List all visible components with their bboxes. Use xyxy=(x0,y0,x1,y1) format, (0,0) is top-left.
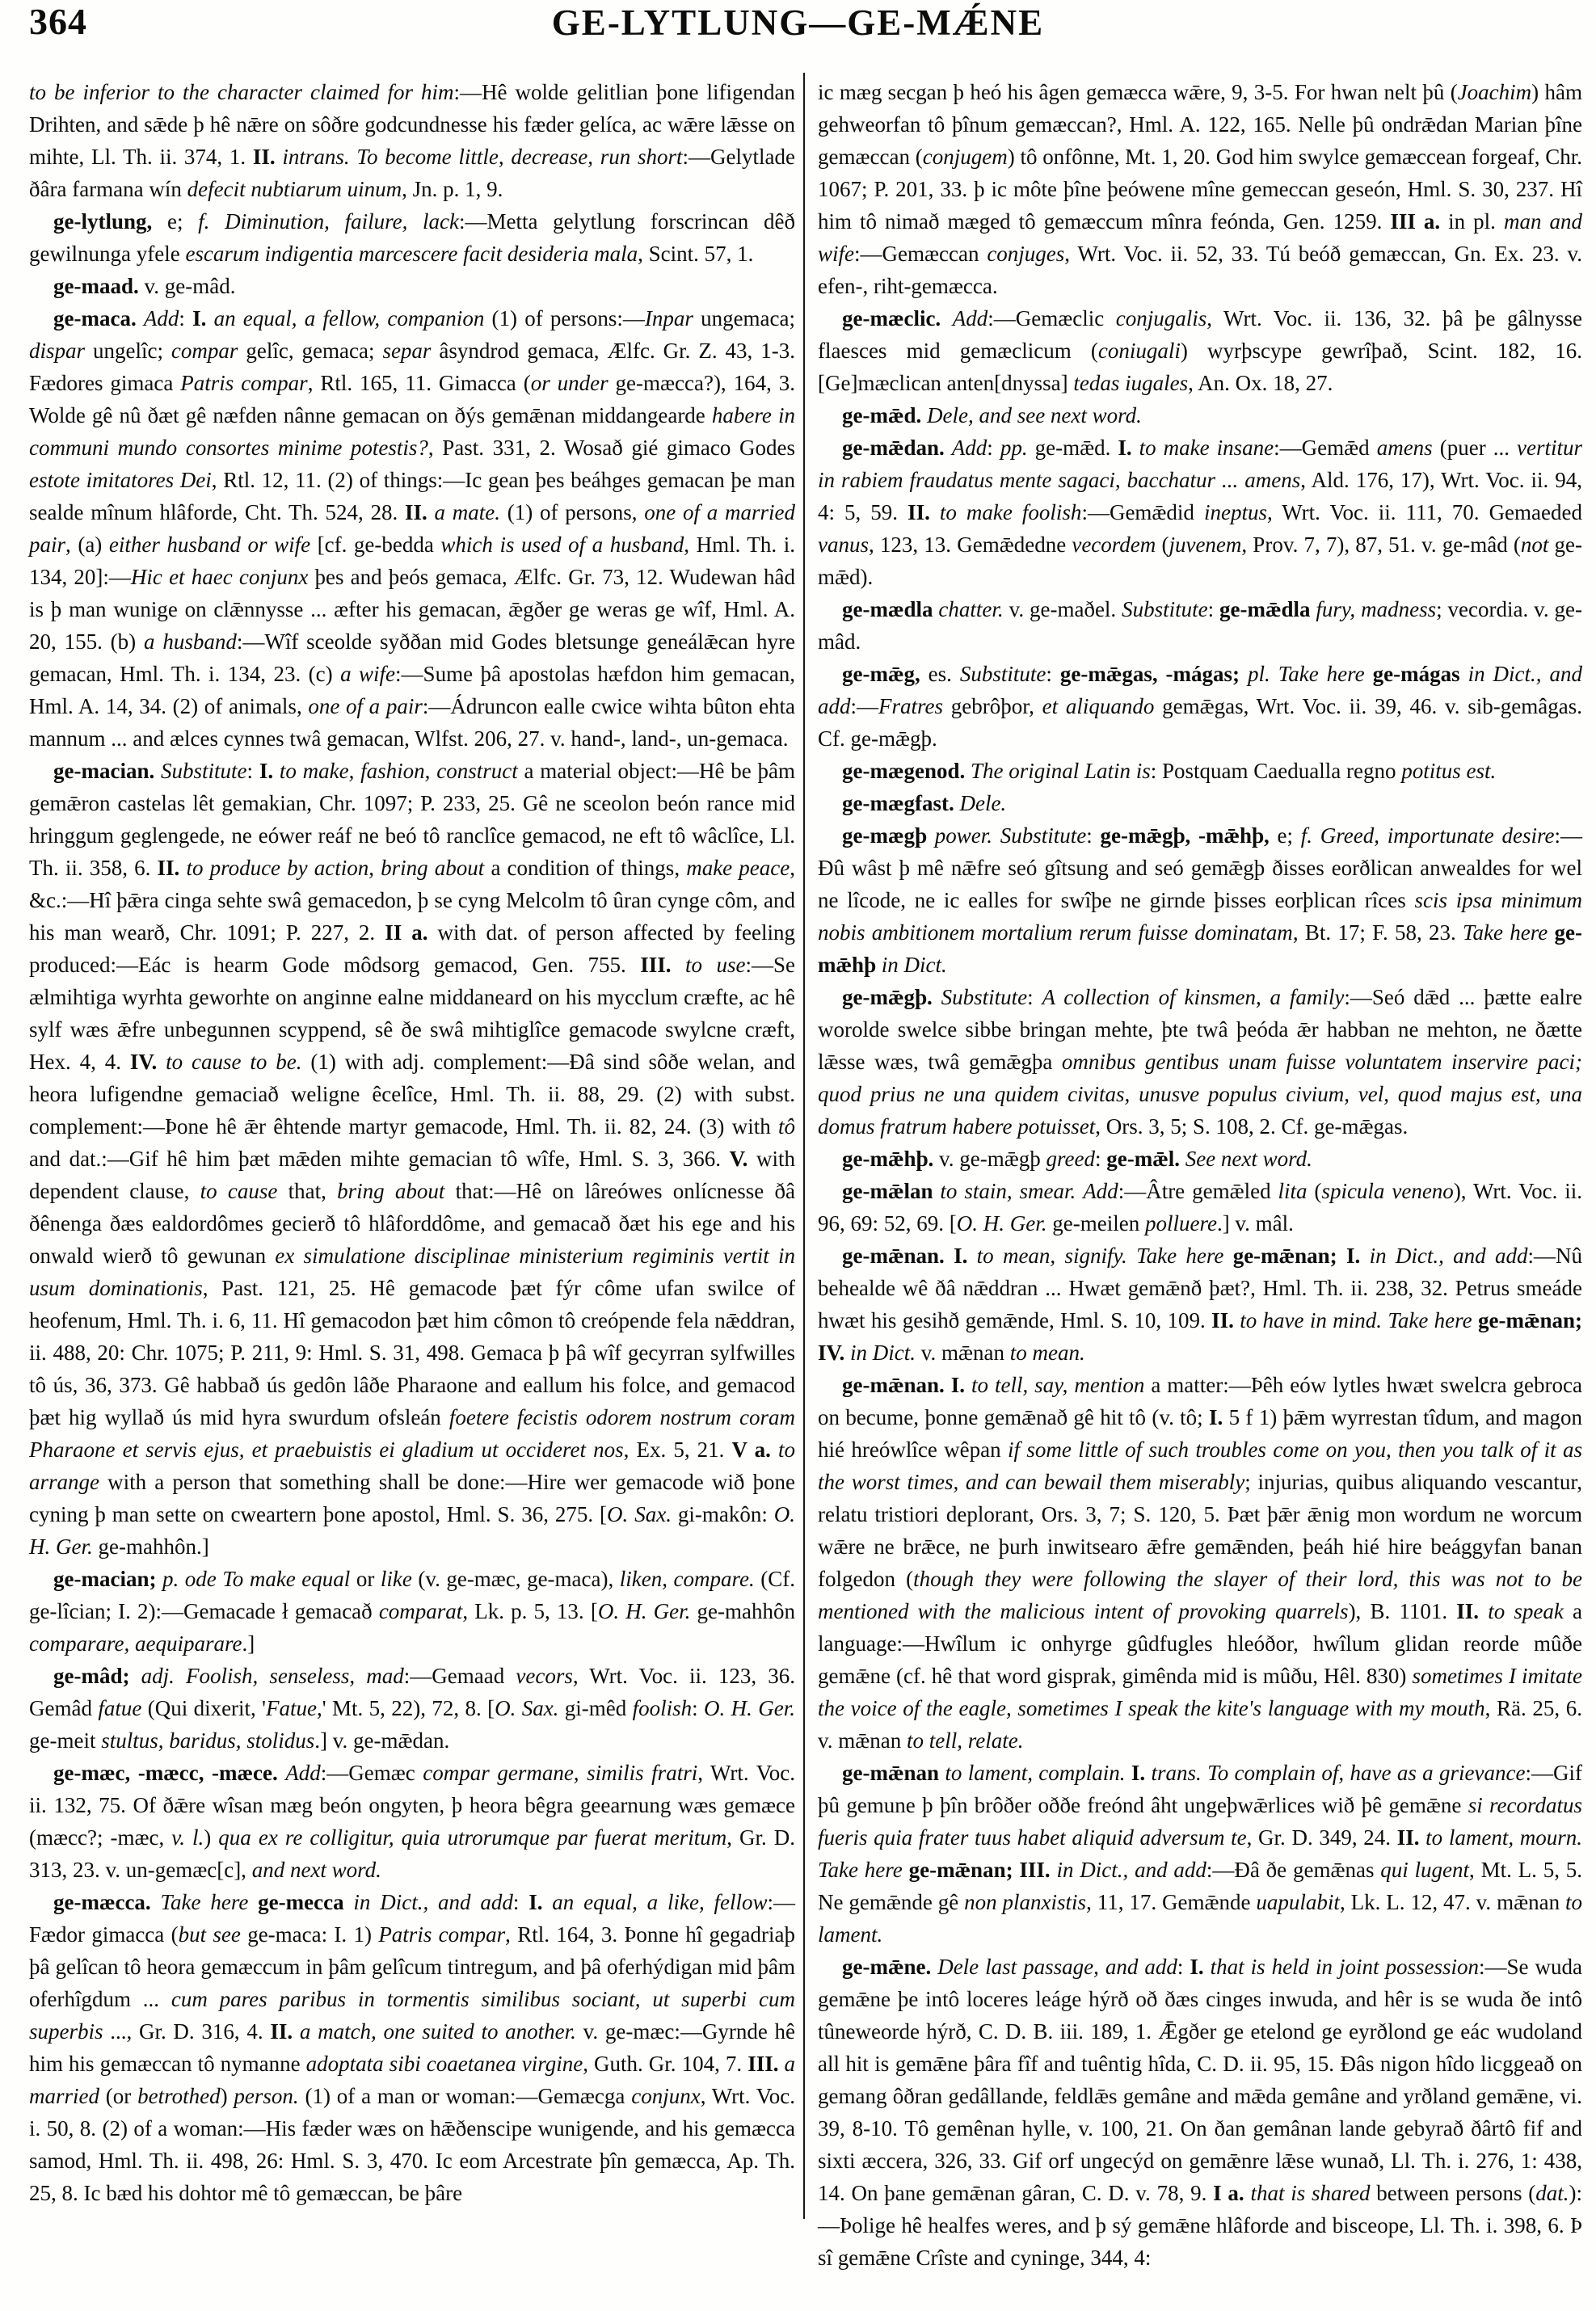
left-column xyxy=(29,76,795,2209)
dictionary-entry: ge-mǣne. Dele last passage, and add: I. that is held in joint possession:—Se wuda gemǣne þe intô loceres leáge hýrð oð ðæs cinges inwuda, and hêr is se wuda ðe intô tûneweorde hýrð, C. D. B. iii. 189, 1. Ǣgðer ge etelond ge eyrðlond ge eác wudoland all hit is gemǣne þâra fîf and tuêntig hîda, C. D. ii. 95, 15. Ðâs nigon hîdo licggeað on gemang ôðran gedâllande, feldlǣs gemâne and mǣda gemâne and yrðland gemǣne, vi. 39, 8-10. Tô gemênan hylle, v. 100, 21. On ðan gemânan lande gebyrað ðârtô fif and sixti æccera, 326, 33. Gif orf ungecýd on gemǣnre lǣse wunað, Ll. Th. i. 276, 1: 438, 14. On þane gemǣnan gâran, C. D. v. 78, 9. I a. that is shared between persons (dat.):—Þolige hê healfes weres, and þ sý gemǣne hlâforde and bisceope, Ll. Th. i. 398, 6. Þ sî gemǣne Crîste and cyninge, 344, 4: xyxy=(818,1955,1583,2270)
dictionary-entry: ge-macian; p. ode To make equal or like (v. ge-mæc, ge-maca), liken, compare. (Cf. ge-lîcian; I. 2):—Gemacade ł gemacað comparat, Lk. p. 5, 13. [O. H. Ger. ge-mahhôn comparare, aequiparare.] xyxy=(29,1567,796,1656)
dictionary-entry: ge-mægþ power. Substitute: ge-mǣgþ, -mǣhþ, e; f. Greed, importunate desire:—Ðû wâst þ mê nǣfre seó gîtsung and seó gemǣgþ ðisses eorðlican anwealdes for wel ne lîcode, ne ic ealles for swîþe ne girnde þisses eorþlican rîces scis ipsa minimum nobis ambitionem mortalium rerum fuisse dominatam, Bt. 17; F. 58, 23. Take here ge-mǣhþ in Dict. xyxy=(818,823,1583,977)
dictionary-entry: ge-lytlung, e; f. Diminution, failure, lack:—Metta gelytlung forscrincan dêð gewilnunga yfele escarum indigentia marcescere facit desideria mala, Scint. 57, 1. xyxy=(29,209,795,266)
dictionary-entry: ge-macian. Substitute: I. to make, fashion, construct a material object:—Hê be þâm gemǣron castelas lêt gemakian, Chr. 1097; P. 233, 25. Gê ne sceolon beón rance mid hringgum geglengede, ne eówer reáf ne beó tô ranclîce gemacod, ne eft tô wâclîce, Ll. Th. ii. 358, 6. II. to produce by action, bring about a condition of things, make peace, &c.:—Hî þǣra cinga sehte swâ gemacedon, þ se cyng Melcolm tô ûran cynge côm, and his man wearð, Chr. 1091; P. 227, 2. II a. with dat. of person affected by feeling produced:—Eác is hearm Gode môdsorg gemacod, Gen. 755. III. to use:—Se ælmihtiga wyrhta geworhte on anginne ealne middaneard on his mycclum cræfte, ac hê sylf wæs ǣfre unbegunnen scyppend, sê ðe swâ mihtiglîce gemacode swylcne cræft, Hex. 4, 4. IV. to cause to be. (1) with adj. complement:—Ðâ sind sôðe welan, and heora lufigendne gemaciað weligne êcelîce, Hml. Th. ii. 88, 29. (2) with subst. complement:—Þone hê ǣr êhtende martyr gemacode, Hml. Th. ii. 82, 24. (3) with tô and dat.:—Gif hê him þæt mǣden mihte gemacian tô wîfe, Hml. S. 3, 366. V. with dependent clause, to cause that, bring about that:—Hê on lâreówes onlícnesse ðâ ðênenga ðæs ealdordômes gecierð tô hlâforddôme, and gemacað ðæt his ege and his onwald wierð tô gewunan ex simulatione disciplinae ministerium regiminis vertit in usum dominationis, Past. 121, 25. Hê gemacode þæt fýr côme ufan swilce of heofenum, Hml. Th. i. 6, 11. Hî gemacodon þæt him cômon tô creópende fela nǣddran, ii. 488, 20: Chr. 1075; P. 211, 9: Hml. S. 31, 498. Gemaca þ þâ wîf gecyrran sylfwilles tô ús, 36, 373. Gê habbað ús gedôn lâðe Pharaone and eallum his folce, and gemacod þæt hig wyllað ús mid hyra swurdum ofsleán foetere fecistis odorem nostrum coram Pharaone et servis ejus, et praebuistis ei gladium ut occideret nos, Ex. 5, 21. V a. to arrange with a person that something shall be done:—Hire wer gemacode wið þone cyning þ man sette on cweartern þone apostol, Hml. S. 36, 275. [O. Sax. gi-makôn: O. H. Ger. ge-mahhôn.] xyxy=(29,759,796,1559)
dictionary-entry: ge-maca. Add: I. an equal, a fellow, companion (1) of persons:—Inpar ungemaca; dispar ungelîc; compar gelîc, gemaca; separ âsyndrod gemaca, Ælfc. Gr. Z. 43, 1-3. Fædores gimaca Patris compar, Rtl. 165, 11. Gimacca (or under ge-mæcca?), 164, 3. Wolde gê nû ðæt gê næfden nânne gemacan on ðýs gemǣnan middangearde habere in communi mundo consortes minime potestis?, Past. 331, 2. Wosað gié gimaco Godes estote imitatores Dei, Rtl. 12, 11. (2) of things:—Ic gean þes beáhges gemacan þe man sealde mînum hlâforde, Cht. Th. 524, 28. II. a mate. (1) of persons, one of a married pair, (a) either husband or wife [cf. ge-bedda which is used of a husband, Hml. Th. i. 134, 20]:—Hic et haec conjunx þes and þeós gemaca, Ælfc. Gr. 73, 12. Wudewan hâd is þ man wunige on clǣnnysse ... æfter his gemacan, ǣgðer ge weras ge wîf, Hml. A. 20, 155. (b) a husband:—Wîf sceolde syððan mid Godes bletsunge geneálǣcan hyre gemacan, Hml. Th. i. 134, 23. (c) a wife:—Sume þâ apostolas hæfdon him gemacan, Hml. A. 14, 34. (2) of animals, one of a pair:—Ádruncon ealle cwice wihta bûton ehta mannum ... and ælces cynnes twâ gemacan, Wlfst. 206, 27. v. hand-, land-, un-gemaca. xyxy=(29,306,796,751)
dictionary-entry: ge-mǣgþ. Substitute: A collection of kinsmen, a family:—Seó dǣd ... þætte ealre worolde swelce sibbe bringan mehte, þte twâ þeóda ǣr habban ne mehton, ne ðætte lǣsse wæs, twâ gemǣgþa omnibus gentibus unam fuisse voluntatem inservire paci; quod prius ne una quidem civitas, unusve populus civium, vel, quod majus est, una domus fratrum habere potuisset, Ors. 3, 5; S. 108, 2. Cf. ge-mǣgas. xyxy=(818,985,1582,1139)
running-title: GE-LYTLUNG—GE-MǼNE xyxy=(551,2,1045,43)
column-divider xyxy=(803,73,805,2219)
entry-continuation: to be inferior to the character claimed for him:—Hê wolde gelitlian þone lifigendan Drihten, and sǣde þ hê nǣre on sôðre godcundnesse his fæder gelíca, ac wǣre lǣsse on mihte, Ll. Th. ii. 374, 1. II. intrans. To become little, decrease, run short:—Gelytlade ðâra farmana wín defecit nubtiarum uinum, Jn. p. 1, 9. xyxy=(29,80,795,201)
dictionary-entry: ge-mǣg, es. Substitute: ge-mǣgas, -mágas; pl. Take here ge-mágas in Dict., and add:—Fratres gebrôþor, et aliquando gemǣgas, Wrt. Voc. ii. 39, 46. v. sib-gemâgas. Cf. ge-mǣgþ. xyxy=(818,662,1583,751)
dictionary-entry: ge-mǣnan. I. to tell, say, mention a matter:—Þêh eów lytles hwæt swelcra gebroca on becume, þonne gemǣnað gê hit tô (v. tô; I. 5 f 1) þǣm wyrrestan tîdum, and magon hié hreówlîce wêpan if some little of such troubles come on you, then you talk of it as the worst times, and can bewail them miserably; injurias, quibus aliquando vescantur, relatu tristiori deplorant, Ors. 3, 7; S. 120, 5. Þæt þǣr ǣnig mon wordum ne worcum wǣre ne brǣce, ne þurh inwitsearo ǣfre gemǣnden, þeáh hié hire beággyfan banan folgedon (though they were following the slayer of their lord, this was not to be mentioned with the malicious intent of provoking quarrels), B. 1101. II. to speak a language:—Hwîlum ic onhyrge gûdfugles hleóðor, hwîlum glidan reorde mûðe gemǣne (cf. hê that word gisprak, gimênda mid is mûðu, Hêl. 830) sometimes I imitate the voice of the eagle, sometimes I speak the kite's language with my mouth, Rä. 25, 6. v. mǣnan to tell, relate. xyxy=(818,1373,1583,1753)
dictionary-entry: ge-mæc, -mæcc, -mæce. Add:—Gemæc compar germane, similis fratri, Wrt. Voc. ii. 132, 75. Of ðǣre wîsan mæg beón ongyten, þ heora bêgra geearnung wæs gemæce (mæcc?; -mæc, v. l.) qua ex re colligitur, quia utrorumque par fuerat meritum, Gr. D. 313, 23. v. un-gemæc[c], and next word. xyxy=(29,1761,796,1882)
dictionary-entry: ge-mǣnan. I. to mean, signify. Take here ge-mǣnan; I. in Dict., and add:—Nû behealde wê ðâ nǣddran ... Hwæt gemǣnð þæt?, Hml. Th. ii. 238, 32. Petrus smeáde hwæt his gesihð gemǣnde, Hml. S. 10, 109. II. to have in mind. Take here ge-mǣnan; IV. in Dict. v. mǣnan to mean. xyxy=(818,1244,1583,1365)
dictionary-entry: ge-mǣnan to lament, complain. I. trans. To complain of, have as a grievance:—Gif þû gemune þ þîn brôðer oððe freónd âht ungeþwǣrlices wið þê gemǣne si recordatus fueris quia frater tuus habet aliquid adversum te, Gr. D. 349, 24. II. to lament, mourn. Take here ge-mǣnan; III. in Dict., and add:—Ðâ ðe gemǣnas qui lugent, Mt. L. 5, 5. Ne gemǣnde gê non planxistis, 11, 17. Gemǣnde uapulabit, Lk. L. 12, 47. v. mǣnan to lament. xyxy=(818,1761,1583,1947)
dictionary-entry: ge-mæcca. Take here ge-mecca in Dict., and add: I. an equal, a like, fellow:—Fædor gimacca (but see ge-maca: I. 1) Patris compar, Rtl. 164, 3. Þonne hî gegadriaþ þâ gelîcan tô heora gemæccum in þâm gelîcum tintregum, and þâ oferhýdigan mid þâm oferhîgdum ... cum pares paribus in tormentis similibus sociant, ut superbi cum superbis ..., Gr. D. 316, 4. II. a match, one suited to another. v. ge-mæc:—Gyrnde hê him his gemæccan tô nymanne adoptata sibi coaetanea virgine, Guth. Gr. 104, 7. III. a married (or betrothed) person. (1) of a man or woman:—Gemæcga conjunx, Wrt. Voc. i. 50, 8. (2) of a woman:—His fæder wæs on hǣðenscipe wunigende, and his gemæcca samod, Hml. Th. ii. 498, 26: Hml. S. 3, 470. Ic eom Arcestrate þîn gemæcca, Ap. Th. 25, 8. Ic bæd his dohtor mê tô gemæccan, be þâre xyxy=(29,1890,796,2205)
dictionary-entry: ge-mâd; adj. Foolish, senseless, mad:—Gemaad vecors, Wrt. Voc. ii. 123, 36. Gemâd fatue (Qui dixerit, 'Fatue,' Mt. 5, 22), 72, 8. [O. Sax. gi-mêd foolish: O. H. Ger. ge-meit stultus, baridus, stolidus.] v. ge-mǣdan. xyxy=(29,1664,796,1753)
dictionary-entry: ge-mægenod. The original Latin is: Postquam Caedualla regno potitus est. xyxy=(842,759,1497,783)
entry-continuation: ic mæg secgan þ heó his âgen gemæcca wǣre, 9, 3-5. For hwan nelt þû (Joachim) hâm gehweorfan tô þînum gemæccan?, Hml. A. 122, 165. Nelle þû ondrǣdan Marian þîne gemæccan (conjugem) tô onfônne, Mt. 1, 20. God him swylce gemæccean forgeaf, Chr. 1067; P. 201, 33. þ ic môte þîne þeówene mîne gemeccan geseón, Hml. S. 30, 237. Hî him tô nimað mæged tô gemæccum mînra feónda, Gen. 1259. III a. in pl. man and wife:—Gemæccan conjuges, Wrt. Voc. ii. 52, 33. Tú beóð gemæccan, Gn. Ex. 23. v. efen-, riht-gemæcca. xyxy=(818,80,1582,298)
dictionary-entry: ge-mǣd. Dele, and see next word. xyxy=(842,403,1142,427)
dictionary-entry: ge-mǣhþ. v. ge-mǣgþ greed: ge-mǣl. See next word. xyxy=(842,1147,1312,1171)
dictionary-entry: ge-maad. v. ge-mâd. xyxy=(53,274,236,298)
right-column xyxy=(818,76,1582,2274)
dictionary-entry: ge-mǣdan. Add: pp. ge-mǣd. I. to make insane:—Gemǣd amens (puer ... vertitur in rabiem fraudatus mente sagaci, bacchatur ... amens, Ald. 176, 17), Wrt. Voc. ii. 94, 4: 5, 59. II. to make foolish:—Gemǣdid ineptus, Wrt. Voc. ii. 111, 70. Gemaeded vanus, 123, 13. Gemǣdedne vecordem (juvenem, Prov. 7, 7), 87, 51. v. ge-mâd (not ge-mǣd). xyxy=(818,436,1582,589)
dictionary-entry: ge-mǣlan to stain, smear. Add:—Âtre gemǣled lita (spicula veneno), Wrt. Voc. ii. 96, 69: 52, 69. [O. H. Ger. ge-meilen polluere.] v. mâl. xyxy=(818,1179,1582,1235)
dictionary-entry: ge-mædla chatter. v. ge-maðel. Substitute: ge-mǣdla fury, madness; vecordia. v. ge-mâd. xyxy=(818,597,1583,654)
dictionary-entry: ge-mægfast. Dele. xyxy=(842,791,1007,815)
page-number: 364 xyxy=(29,1,87,42)
dictionary-entry: ge-mæclic. Add:—Gemæclic conjugalis, Wrt. Voc. ii. 136, 32. þâ þe gâlnysse flaesces mid gemæclicum (coniugali) wyrþscype gewrîþað, Scint. 182, 16. [Ge]mæclican anten[dnyssa] tedas iugales, An. Ox. 18, 27. xyxy=(818,306,1582,395)
